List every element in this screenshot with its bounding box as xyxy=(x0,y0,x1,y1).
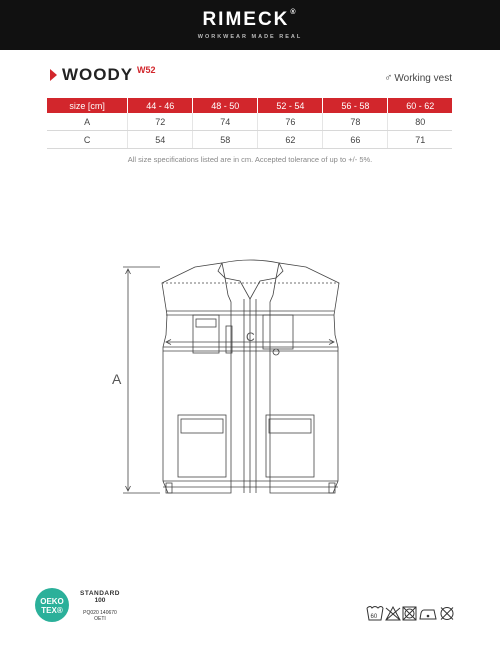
size-header-cell: 44 - 46 xyxy=(128,98,193,113)
table-cell: 76 xyxy=(258,113,323,131)
table-cell: 80 xyxy=(388,113,452,131)
size-table xyxy=(47,98,452,149)
table-cell: 72 xyxy=(128,113,193,131)
table-cell: 78 xyxy=(323,113,388,131)
brand-tagline: WORKWEAR MADE REAL xyxy=(197,34,303,40)
tolerance-note: All size specifications listed are in cm. Accepted tolerance of up to +/- 5%. xyxy=(127,155,373,164)
dimension-c-label: C xyxy=(246,330,255,344)
table-row xyxy=(47,113,452,131)
oeko-institute: OETI xyxy=(94,616,106,622)
table-cell: 74 xyxy=(193,113,258,131)
size-header-cell: 52 - 54 xyxy=(258,98,323,113)
oeko-standard-number: 100 xyxy=(94,597,106,604)
no-tumble-dry-icon xyxy=(403,607,416,620)
vest-outline xyxy=(162,260,339,493)
oeko-badge-line1: OEKO xyxy=(40,597,64,606)
table-cell: 54 xyxy=(128,131,193,149)
oeko-tex-details xyxy=(75,590,125,622)
size-table-header xyxy=(47,98,452,113)
chevron-right-icon xyxy=(50,69,57,81)
care-symbols xyxy=(366,604,458,624)
product-code: W52 xyxy=(137,65,156,75)
size-header-cell: 60 - 62 xyxy=(388,98,452,113)
registered-mark: ® xyxy=(290,9,298,16)
table-cell: C xyxy=(47,131,128,149)
size-header-cell: size [cm] xyxy=(47,98,128,113)
male-symbol-icon: ♂ xyxy=(384,72,393,84)
product-title-row xyxy=(0,65,500,87)
product-name: WOODY xyxy=(62,65,134,84)
brand-header xyxy=(0,0,500,50)
dimension-a-label: A xyxy=(112,371,122,387)
oeko-cert-number: PQ020 140670 xyxy=(83,610,117,616)
no-dry-clean-icon xyxy=(441,608,453,620)
brand-logo xyxy=(0,9,500,31)
table-cell: 58 xyxy=(193,131,258,149)
table-cell: 66 xyxy=(323,131,388,149)
product-kind xyxy=(384,72,452,84)
dimension-a xyxy=(112,267,160,493)
oeko-badge-line2: TEX® xyxy=(41,606,63,615)
product-kind-label: Working vest xyxy=(394,73,452,84)
wash-60-icon xyxy=(367,607,383,621)
dimension-c xyxy=(166,330,334,345)
oeko-standard-label: STANDARD xyxy=(80,590,120,597)
size-header-cell: 56 - 58 xyxy=(323,98,388,113)
table-cell: A xyxy=(47,113,128,131)
wash-temperature: 60 xyxy=(370,614,378,620)
no-bleach-icon xyxy=(386,607,400,620)
table-cell: 71 xyxy=(388,131,452,149)
size-header-cell: 48 - 50 xyxy=(193,98,258,113)
oeko-tex-badge xyxy=(35,588,69,622)
brand-name: RIMECK xyxy=(202,9,290,30)
iron-icon xyxy=(420,610,436,619)
vest-technical-drawing xyxy=(0,255,500,505)
table-cell: 62 xyxy=(258,131,323,149)
table-row xyxy=(47,131,452,149)
